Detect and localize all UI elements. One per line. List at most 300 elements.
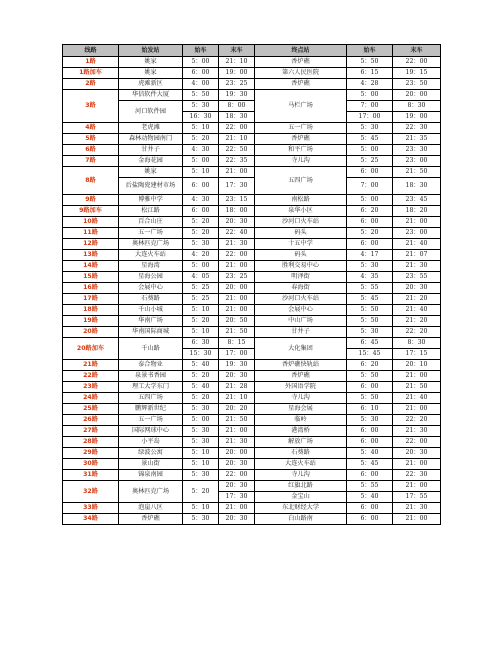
first-bus-cell: 16：30 (183, 112, 219, 123)
return-first-cell: 6：00 (347, 514, 393, 525)
terminus-cell: 白山路南 (255, 514, 347, 525)
table-row (63, 305, 441, 316)
route-cell: 18路 (63, 305, 119, 316)
last-bus-cell: 21：30 (219, 437, 255, 448)
route-cell: 20路加车 (63, 338, 119, 360)
origin-cell: 河口软件园 (119, 101, 183, 123)
origin-cell: 泉景书香园 (119, 371, 183, 382)
first-bus-cell: 5：00 (183, 261, 219, 272)
route-cell: 25路 (63, 404, 119, 415)
return-last-cell: 23：30 (393, 145, 441, 156)
last-bus-cell: 20：30 (219, 514, 255, 525)
route-cell: 9路加车 (63, 206, 119, 217)
return-first-cell: 6：00 (347, 167, 393, 178)
terminus-cell: 临岭 (255, 415, 347, 426)
last-bus-cell: 17：30 (219, 178, 255, 195)
table-row (63, 90, 441, 101)
return-first-cell: 5：40 (347, 448, 393, 459)
terminus-cell: 东北财经大学 (255, 503, 347, 514)
terminus-cell: 春海街 (255, 283, 347, 294)
route-cell: 2路 (63, 79, 119, 90)
return-last-cell: 21：30 (393, 426, 441, 437)
return-first-cell: 6：20 (347, 360, 393, 371)
table-row (63, 217, 441, 228)
return-last-cell: 21：07 (393, 250, 441, 261)
route-cell: 6路 (63, 145, 119, 156)
return-last-cell: 19：15 (393, 68, 441, 79)
return-first-cell: 6：00 (347, 217, 393, 228)
last-bus-cell: 8：15 (219, 338, 255, 349)
return-first-cell: 6：15 (347, 68, 393, 79)
terminus-cell: 明泽街 (255, 272, 347, 283)
return-last-cell: 21：35 (393, 134, 441, 145)
table-row (63, 283, 441, 294)
last-bus-cell: 20：20 (219, 404, 255, 415)
first-bus-cell: 6：00 (183, 178, 219, 195)
table-row (63, 134, 441, 145)
table-row (63, 470, 441, 481)
origin-cell: 奥林匹克广场 (119, 239, 183, 250)
first-bus-cell: 5：50 (183, 90, 219, 101)
return-last-cell: 21：00 (393, 459, 441, 470)
route-cell: 17路 (63, 294, 119, 305)
return-last-cell: 22：30 (393, 123, 441, 134)
return-first-cell: 5：30 (347, 327, 393, 338)
return-last-cell: 20：30 (393, 448, 441, 459)
origin-cell: 千山小城 (119, 305, 183, 316)
last-bus-cell: 19：30 (219, 360, 255, 371)
return-last-cell: 21：20 (393, 316, 441, 327)
last-bus-cell: 21：50 (219, 415, 255, 426)
route-cell: 12路 (63, 239, 119, 250)
route-cell: 28路 (63, 437, 119, 448)
origin-cell: 后盐陶瓷建材市场 (119, 178, 183, 195)
last-bus-cell: 22：00 (219, 250, 255, 261)
header-first-bus: 始车 (183, 45, 219, 57)
origin-cell: 华南国际商城 (119, 327, 183, 338)
table-row (63, 437, 441, 448)
origin-cell: 姚家 (119, 57, 183, 68)
table-row (63, 156, 441, 167)
terminus-cell: 外国语学院 (255, 382, 347, 393)
last-bus-cell: 18：30 (219, 112, 255, 123)
return-first-cell: 5：55 (347, 481, 393, 492)
header-route: 线路 (63, 45, 119, 57)
first-bus-cell: 4：20 (183, 250, 219, 261)
return-last-cell: 21：50 (393, 167, 441, 178)
header-return-last-bus: 末车 (393, 45, 441, 57)
return-last-cell: 23：00 (393, 228, 441, 239)
return-last-cell: 21：40 (393, 305, 441, 316)
route-cell: 10路 (63, 217, 119, 228)
return-last-cell: 23：45 (393, 195, 441, 206)
first-bus-cell: 4：05 (183, 272, 219, 283)
return-last-cell: 23：55 (393, 272, 441, 283)
terminus-cell: 金宝山 (255, 492, 347, 503)
origin-cell: 五一广场 (119, 415, 183, 426)
return-first-cell: 6：00 (347, 426, 393, 437)
return-last-cell: 20：10 (393, 360, 441, 371)
first-bus-cell: 5：10 (183, 503, 219, 514)
terminus-cell: 五一广场 (255, 123, 347, 134)
last-bus-cell: 22：40 (219, 228, 255, 239)
table-row (63, 79, 441, 90)
table-row (63, 68, 441, 79)
origin-cell: 姚家 (119, 68, 183, 79)
first-bus-cell: 5：30 (183, 426, 219, 437)
return-first-cell: 5：20 (347, 228, 393, 239)
terminus-cell: 沙河口火车站 (255, 294, 347, 305)
last-bus-cell: 22：50 (219, 145, 255, 156)
terminus-cell: 南松路 (255, 195, 347, 206)
return-last-cell: 22：20 (393, 415, 441, 426)
first-bus-cell: 5：00 (183, 57, 219, 68)
return-last-cell: 17：55 (393, 492, 441, 503)
terminus-cell: 寺儿沟 (255, 393, 347, 404)
last-bus-cell: 21：30 (219, 239, 255, 250)
table-row (63, 404, 441, 415)
return-last-cell: 23：00 (393, 156, 441, 167)
return-last-cell: 22：00 (393, 57, 441, 68)
table-row (63, 316, 441, 327)
first-bus-cell: 4：00 (183, 79, 219, 90)
route-cell: 23路 (63, 382, 119, 393)
first-bus-cell: 5：20 (183, 481, 219, 503)
return-first-cell: 17：00 (347, 112, 393, 123)
route-cell: 34路 (63, 514, 119, 525)
return-last-cell: 19：00 (393, 112, 441, 123)
return-first-cell: 5：40 (347, 492, 393, 503)
last-bus-cell: 21：00 (219, 167, 255, 178)
origin-cell: 大连火车站 (119, 250, 183, 261)
origin-cell: 虎滩新区 (119, 79, 183, 90)
table-row (63, 459, 441, 470)
first-bus-cell: 5：10 (183, 123, 219, 134)
last-bus-cell: 20：30 (219, 371, 255, 382)
return-last-cell: 21：00 (393, 481, 441, 492)
first-bus-cell: 5：30 (183, 437, 219, 448)
terminus-cell: 港湾桥 (255, 426, 347, 437)
last-bus-cell: 21：00 (219, 261, 255, 272)
last-bus-cell: 19：00 (219, 68, 255, 79)
origin-cell: 森林动物园南门 (119, 134, 183, 145)
last-bus-cell: 23：15 (219, 195, 255, 206)
last-bus-cell: 20：30 (219, 481, 255, 492)
origin-cell: 会展中心 (119, 283, 183, 294)
route-cell: 31路 (63, 470, 119, 481)
route-cell: 15路 (63, 272, 119, 283)
return-first-cell: 5：50 (347, 305, 393, 316)
first-bus-cell: 5：25 (183, 283, 219, 294)
terminus-cell: 第六人民医院 (255, 68, 347, 79)
last-bus-cell: 20：30 (219, 459, 255, 470)
table-row (63, 481, 441, 492)
return-last-cell: 20：30 (393, 283, 441, 294)
table-row (63, 393, 441, 404)
terminus-cell: 马栏广场 (255, 90, 347, 123)
route-cell: 27路 (63, 426, 119, 437)
first-bus-cell: 6：00 (183, 206, 219, 217)
terminus-cell: 解放广场 (255, 437, 347, 448)
origin-cell: 理工大学东门 (119, 382, 183, 393)
table-row (63, 294, 441, 305)
route-cell: 16路 (63, 283, 119, 294)
return-last-cell: 22：30 (393, 470, 441, 481)
return-first-cell: 5：45 (347, 459, 393, 470)
terminus-cell: 沙河口火车站 (255, 217, 347, 228)
route-cell: 22路 (63, 371, 119, 382)
terminus-cell: 大化集团 (255, 338, 347, 360)
return-last-cell: 17：15 (393, 349, 441, 360)
route-cell: 13路 (63, 250, 119, 261)
terminus-cell: 会展中心 (255, 305, 347, 316)
last-bus-cell: 23：25 (219, 79, 255, 90)
return-first-cell: 5：50 (347, 57, 393, 68)
return-last-cell: 21：00 (393, 217, 441, 228)
first-bus-cell: 5：25 (183, 294, 219, 305)
last-bus-cell: 18：00 (219, 206, 255, 217)
header-terminus: 终点站 (255, 45, 347, 57)
first-bus-cell: 5：20 (183, 217, 219, 228)
table-row (63, 57, 441, 68)
table-row (63, 503, 441, 514)
table-row (63, 228, 441, 239)
last-bus-cell: 23：25 (219, 272, 255, 283)
terminus-cell: 甘井子 (255, 327, 347, 338)
route-cell: 20路 (63, 327, 119, 338)
first-bus-cell: 5：30 (183, 239, 219, 250)
table-row (63, 167, 441, 178)
table-row (63, 239, 441, 250)
table-row (63, 195, 441, 206)
origin-cell: 鹏辉新世纪 (119, 404, 183, 415)
bus-schedule-sheet (62, 44, 440, 525)
return-first-cell: 6：20 (347, 206, 393, 217)
origin-cell: 泰合物业 (119, 360, 183, 371)
table-row (63, 101, 441, 112)
route-cell: 1路加车 (63, 68, 119, 79)
return-last-cell: 21：40 (393, 393, 441, 404)
return-first-cell: 5：00 (347, 195, 393, 206)
last-bus-cell: 21：00 (219, 305, 255, 316)
return-last-cell: 21：30 (393, 261, 441, 272)
first-bus-cell: 5：40 (183, 382, 219, 393)
last-bus-cell: 20：30 (219, 217, 255, 228)
return-first-cell: 6：00 (347, 382, 393, 393)
first-bus-cell: 4：30 (183, 195, 219, 206)
table-row (63, 382, 441, 393)
first-bus-cell: 5：10 (183, 305, 219, 316)
header-last-bus: 末车 (219, 45, 255, 57)
route-cell: 26路 (63, 415, 119, 426)
terminus-cell: 香炉礁 (255, 79, 347, 90)
return-first-cell: 7：00 (347, 178, 393, 195)
return-first-cell: 5：00 (347, 145, 393, 156)
header-row (63, 45, 441, 57)
first-bus-cell: 4：30 (183, 145, 219, 156)
first-bus-cell: 5：20 (183, 393, 219, 404)
route-cell: 4路 (63, 123, 119, 134)
origin-cell: 奥林匹克广场 (119, 481, 183, 503)
first-bus-cell: 5：30 (183, 101, 219, 112)
last-bus-cell: 20：00 (219, 283, 255, 294)
origin-cell: 甘井子 (119, 145, 183, 156)
table-row (63, 145, 441, 156)
origin-cell: 锦泉南园 (119, 470, 183, 481)
last-bus-cell: 20：50 (219, 316, 255, 327)
return-first-cell: 5：55 (347, 283, 393, 294)
first-bus-cell: 5：20 (183, 316, 219, 327)
first-bus-cell: 15：30 (183, 349, 219, 360)
terminus-cell: 星海会展 (255, 404, 347, 415)
return-last-cell: 8：30 (393, 101, 441, 112)
return-first-cell: 4：17 (347, 250, 393, 261)
first-bus-cell: 5：30 (183, 404, 219, 415)
origin-cell: 金海花园 (119, 156, 183, 167)
origin-cell: 国际网球中心 (119, 426, 183, 437)
terminus-cell: 五四广场 (255, 167, 347, 195)
first-bus-cell: 5：10 (183, 448, 219, 459)
return-first-cell: 4：28 (347, 79, 393, 90)
route-cell: 19路 (63, 316, 119, 327)
terminus-cell: 十五中学 (255, 239, 347, 250)
table-row (63, 206, 441, 217)
last-bus-cell: 22：35 (219, 156, 255, 167)
return-last-cell: 21：00 (393, 514, 441, 525)
return-first-cell: 15：45 (347, 349, 393, 360)
return-first-cell: 7：00 (347, 101, 393, 112)
origin-cell: 景山街 (119, 459, 183, 470)
return-first-cell: 5：00 (347, 90, 393, 101)
origin-cell: 华南广场 (119, 316, 183, 327)
return-last-cell: 21：00 (393, 404, 441, 415)
first-bus-cell: 5：30 (183, 514, 219, 525)
table-row (63, 327, 441, 338)
return-first-cell: 5：45 (347, 294, 393, 305)
return-last-cell: 20：00 (393, 90, 441, 101)
route-cell: 8路 (63, 167, 119, 195)
return-first-cell: 6：45 (347, 338, 393, 349)
bus-schedule-table (62, 44, 441, 525)
return-last-cell: 21：20 (393, 294, 441, 305)
route-cell: 24路 (63, 393, 119, 404)
first-bus-cell: 5：10 (183, 167, 219, 178)
table-row (63, 426, 441, 437)
return-last-cell: 22：20 (393, 327, 441, 338)
table-row (63, 514, 441, 525)
return-first-cell: 6：00 (347, 470, 393, 481)
last-bus-cell: 21：10 (219, 393, 255, 404)
last-bus-cell: 8：00 (219, 101, 255, 112)
table-row (63, 415, 441, 426)
return-first-cell: 5：50 (347, 393, 393, 404)
header-return-first-bus: 始车 (347, 45, 393, 57)
terminus-cell: 香炉礁 (255, 371, 347, 382)
table-row (63, 338, 441, 349)
last-bus-cell: 22：00 (219, 123, 255, 134)
return-first-cell: 5：30 (347, 415, 393, 426)
terminus-cell: 泉华小区 (255, 206, 347, 217)
last-bus-cell: 22：00 (219, 470, 255, 481)
route-cell: 30路 (63, 459, 119, 470)
table-row (63, 371, 441, 382)
origin-cell: 五一广场 (119, 228, 183, 239)
last-bus-cell: 21：10 (219, 57, 255, 68)
last-bus-cell: 21：28 (219, 382, 255, 393)
return-first-cell: 6：00 (347, 239, 393, 250)
return-first-cell: 6：10 (347, 404, 393, 415)
last-bus-cell: 21：50 (219, 327, 255, 338)
first-bus-cell: 5：30 (183, 470, 219, 481)
first-bus-cell: 5：40 (183, 360, 219, 371)
return-last-cell: 21：00 (393, 371, 441, 382)
table-row (63, 123, 441, 134)
origin-cell: 泡崖八区 (119, 503, 183, 514)
terminus-cell: 香炉礁 (255, 134, 347, 145)
origin-cell: 石葵路 (119, 294, 183, 305)
last-bus-cell: 17：00 (219, 349, 255, 360)
header-origin: 始发站 (119, 45, 183, 57)
route-cell: 3路 (63, 90, 119, 123)
first-bus-cell: 6：30 (183, 338, 219, 349)
terminus-cell: 香炉礁快轨站 (255, 360, 347, 371)
route-cell: 32路 (63, 481, 119, 503)
origin-cell: 姚家 (119, 167, 183, 178)
return-first-cell: 5：30 (347, 123, 393, 134)
return-last-cell: 21：40 (393, 239, 441, 250)
terminus-cell: 码头 (255, 250, 347, 261)
terminus-cell: 寺儿沟 (255, 156, 347, 167)
terminus-cell: 中山广场 (255, 316, 347, 327)
return-first-cell: 4：35 (347, 272, 393, 283)
terminus-cell: 大连火车站 (255, 459, 347, 470)
table-row (63, 261, 441, 272)
last-bus-cell: 21：00 (219, 426, 255, 437)
origin-cell: 松江路 (119, 206, 183, 217)
table-row (63, 250, 441, 261)
return-first-cell: 5：30 (347, 261, 393, 272)
return-first-cell: 5：45 (347, 134, 393, 145)
first-bus-cell: 6：00 (183, 68, 219, 79)
return-last-cell: 23：50 (393, 79, 441, 90)
return-last-cell: 21：30 (393, 503, 441, 514)
return-last-cell: 22：00 (393, 437, 441, 448)
origin-cell: 百合山庄 (119, 217, 183, 228)
route-cell: 33路 (63, 503, 119, 514)
origin-cell: 星海公园 (119, 272, 183, 283)
return-last-cell: 18：20 (393, 206, 441, 217)
last-bus-cell: 21：00 (219, 294, 255, 305)
last-bus-cell: 21：10 (219, 134, 255, 145)
last-bus-cell: 21：00 (219, 503, 255, 514)
route-cell: 7路 (63, 156, 119, 167)
first-bus-cell: 5：10 (183, 459, 219, 470)
first-bus-cell: 5：20 (183, 228, 219, 239)
table-row (63, 360, 441, 371)
first-bus-cell: 5：00 (183, 156, 219, 167)
origin-cell: 博雅中学 (119, 195, 183, 206)
route-cell: 29路 (63, 448, 119, 459)
route-cell: 11路 (63, 228, 119, 239)
origin-cell: 星海湾 (119, 261, 183, 272)
origin-cell: 华信软件大厦 (119, 90, 183, 101)
table-row (63, 178, 441, 195)
route-cell: 5路 (63, 134, 119, 145)
table-row (63, 272, 441, 283)
terminus-cell: 胜利交易中心 (255, 261, 347, 272)
origin-cell: 小平岛 (119, 437, 183, 448)
terminus-cell: 和平广场 (255, 145, 347, 156)
